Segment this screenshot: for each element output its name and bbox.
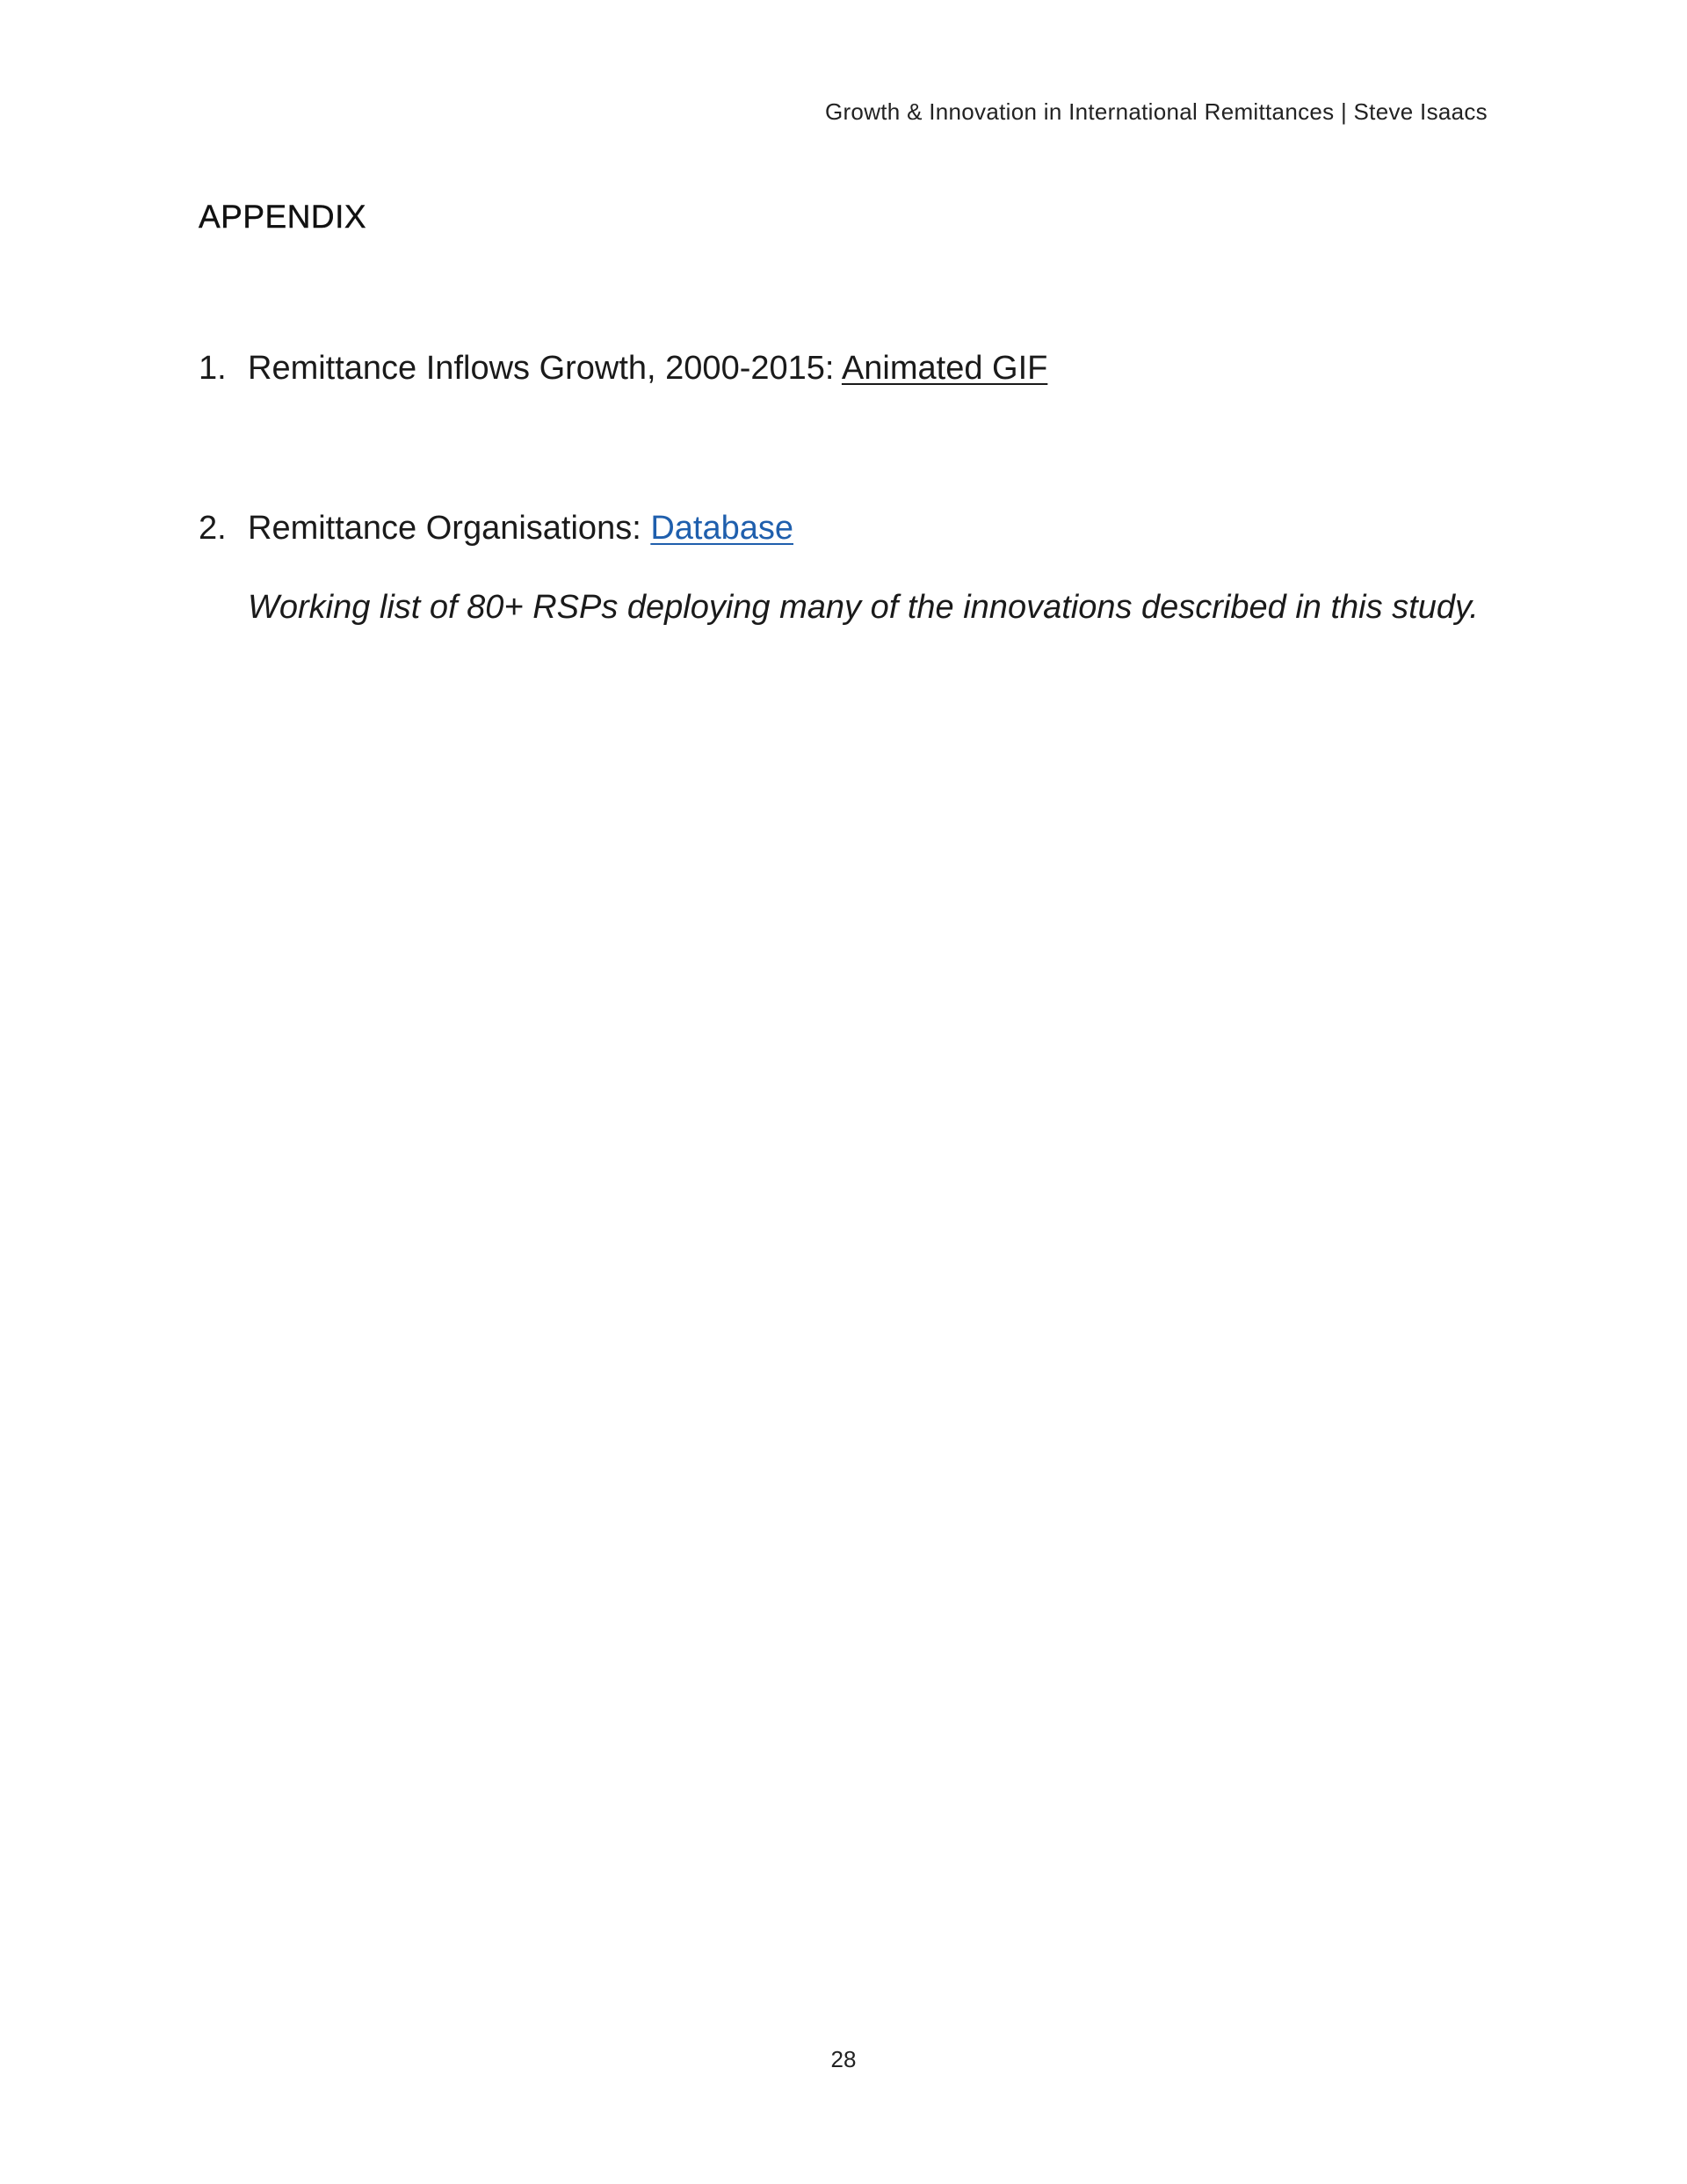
list-item-remittance-inflows <box>199 350 1047 388</box>
list-item-number: 1. <box>199 350 227 387</box>
database-link[interactable]: Database <box>650 510 793 547</box>
list-item-text: Remittance Inflows Growth, 2000-2015: <box>248 350 842 387</box>
running-header: Growth & Innovation in International Remittances | Steve Isaacs <box>824 98 1488 125</box>
list-item-description: Working list of 80+ RSPs deploying many of the innovations described in this study. <box>248 589 1479 626</box>
page-number: 28 <box>830 2046 857 2072</box>
list-item-remittance-organisations <box>199 510 793 548</box>
list-item-number: 2. <box>199 510 227 547</box>
section-title: APPENDIX <box>199 199 367 235</box>
animated-gif-link[interactable]: Animated GIF <box>841 350 1048 387</box>
list-item-text: Remittance Organisations: <box>248 510 651 547</box>
